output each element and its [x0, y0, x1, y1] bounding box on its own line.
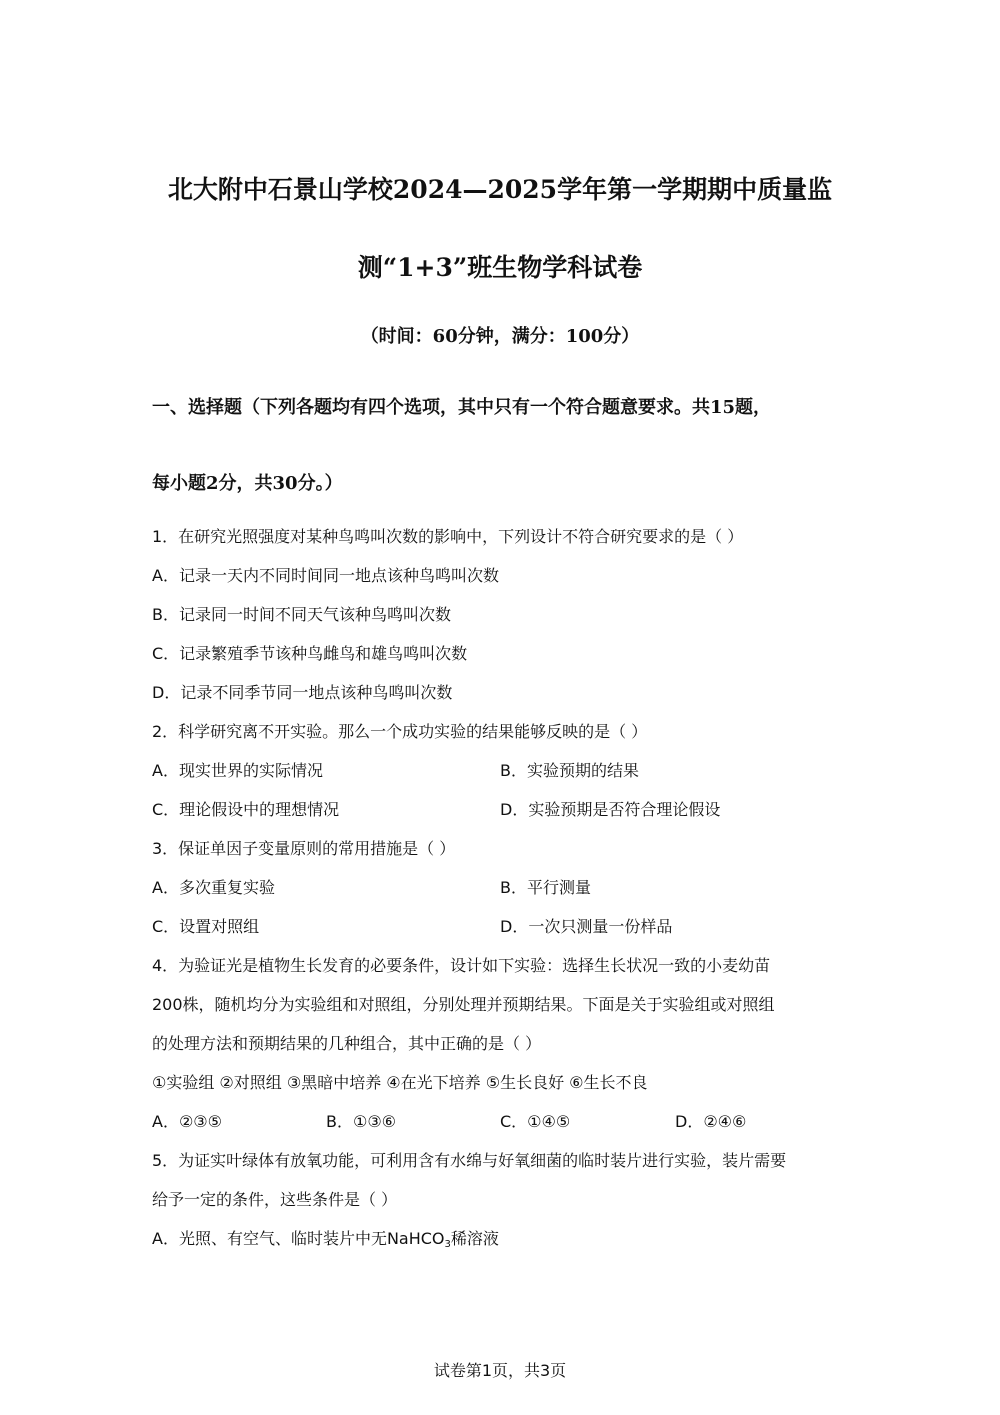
q1-option-b: B．记录同一时间不同天气该种鸟鸣叫次数 [152, 605, 451, 624]
q5-stem-line2: 给予一定的条件，这些条件是（ ） [152, 1190, 398, 1209]
q4-stem-line2: 200株，随机均分为实验组和对照组，分别处理并预期结果。下面是关于实验组或对照组 [152, 995, 775, 1014]
q5-stem-line1: 5．为证实叶绿体有放氧功能，可利用含有水绵与好氧细菌的临时装片进行实验，装片需要 [152, 1151, 787, 1170]
q5-option-a-subscript: 3 [444, 1239, 451, 1250]
q3-stem: 3．保证单因子变量原则的常用措施是（ ） [152, 839, 456, 858]
exam-title-line1: 北大附中石景山学校2024—2025学年第一学期期中质量监 [167, 175, 833, 204]
q3-option-a: A．多次重复实验 [152, 878, 275, 897]
section-heading-line2: 每小题2分，共30分。） [152, 473, 343, 494]
q3-option-b: B．平行测量 [500, 878, 591, 897]
q4-option-b: B．①③⑥ [326, 1112, 397, 1131]
q1-stem: 1．在研究光照强度对某种鸟鸣叫次数的影响中，下列设计不符合研究要求的是（ ） [152, 527, 744, 546]
q5-option-a-suffix: 稀溶液 [450, 1229, 499, 1248]
q2-option-a: A．现实世界的实际情况 [152, 761, 323, 780]
q3-option-d: D．一次只测量一份样品 [500, 917, 673, 936]
q2-option-b: B．实验预期的结果 [500, 761, 639, 780]
exam-subtitle: （时间：60分钟，满分：100分） [360, 326, 640, 347]
q4-items: ①实验组 ②对照组 ③黑暗中培养 ④在光下培养 ⑤生长良好 ⑥生长不良 [152, 1073, 648, 1092]
q4-option-d: D．②④⑥ [675, 1112, 747, 1131]
q4-option-a: A．②③⑤ [152, 1112, 222, 1131]
q2-option-d: D．实验预期是否符合理论假设 [500, 800, 721, 819]
q3-option-c: C．设置对照组 [152, 917, 260, 936]
exam-title-line2: 测“1+3”班生物学科试卷 [357, 253, 643, 282]
q1-option-a: A．记录一天内不同时间同一地点该种鸟鸣叫次数 [152, 566, 499, 585]
q1-option-c: C．记录繁殖季节该种鸟雌鸟和雄鸟鸣叫次数 [152, 644, 468, 663]
q1-option-d: D．记录不同季节同一地点该种鸟鸣叫次数 [152, 683, 453, 702]
q4-stem-line1: 4．为验证光是植物生长发育的必要条件，设计如下实验：选择生长状况一致的小麦幼苗 [152, 956, 771, 975]
page-footer: 试卷第1页，共3页 [433, 1361, 567, 1380]
q5-option-a [152, 1226, 499, 1249]
q4-stem-line3: 的处理方法和预期结果的几种组合，其中正确的是（ ） [152, 1034, 542, 1053]
q4-option-c: C．①④⑤ [500, 1112, 571, 1131]
q5-option-a-prefix: A．光照、有空气、临时装片中无NaHCO [152, 1229, 445, 1248]
q2-option-c: C．理论假设中的理想情况 [152, 800, 340, 819]
section-heading-line1: 一、选择题（下列各题均有四个选项，其中只有一个符合题意要求。共15题， [152, 397, 772, 418]
q2-stem: 2．科学研究离不开实验。那么一个成功实验的结果能够反映的是（ ） [152, 722, 648, 741]
